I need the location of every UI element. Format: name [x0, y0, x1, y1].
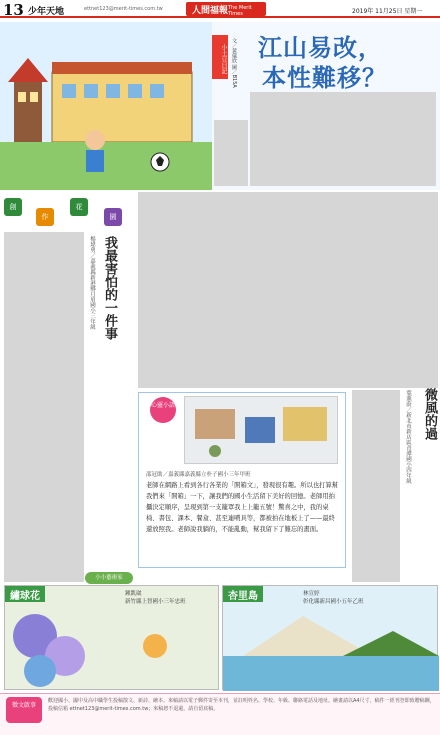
brand-name-cn: 人間福報	[192, 6, 229, 16]
garden-tag: 花	[70, 198, 88, 216]
painting-author: 鍾凱崴	[125, 591, 142, 597]
essay-title: 微風的過	[422, 388, 437, 440]
essay-title: 我最害怕的一件事	[102, 236, 117, 340]
essay-author: 楊瑋勇／嘉義縣新港鄉月眉國小三年級	[89, 236, 95, 330]
painting-title: 杏里島	[223, 586, 263, 602]
feature-headline-line-1: 江山易改，	[258, 33, 383, 62]
classroom-photo	[184, 396, 338, 464]
garden-tag: 園	[104, 208, 122, 226]
painting-card	[4, 585, 219, 690]
brand-name-en: The Merit Times	[228, 5, 252, 17]
section-email: ettnet123@merit-times.com.tw	[84, 6, 163, 12]
note-body: 老師在網路上看到各行各業的「開箱文」，發現很有趣。所以也打算幫我們來「開箱」一下，讓我們的國小生活留下美好的回憶。老師用拍攝決定順序，呈現到第一支籠罩我上上籠五號！驚喜之中，我的桌椅、書包、課本、餐盒、甚至連噴具等，都被拍在地板上了——最終還放照我。老師說我躺的，不能亂動，幫我留下了難忘的畫面。	[146, 482, 339, 533]
column-kicker: 小士豆日記	[212, 35, 228, 79]
painting-title: 繡球花	[5, 586, 45, 602]
page-number: 13	[3, 1, 24, 19]
painting-school: 彰化縣新昌國小五年乙班	[303, 599, 364, 605]
painting-author: 林宣婷	[303, 591, 320, 597]
photo-illustration	[185, 397, 339, 465]
heart-badge: 心靈小語	[150, 397, 176, 423]
art-section-badge: 小小藝術家	[85, 572, 133, 584]
issue-date: 2019年 11月25日 星期一	[352, 8, 423, 15]
footer-text: 歡迎國小、國中及高中職學生投稿散文、新詩、繪本。來稿請以電子郵件寄至本刊，並註明姓名、學校、年級、聯絡電話及地址。繪畫請以A4尺寸，稿件一經刊登即致贈稿酬，投稿信箱 ettnet123@merit-times.com.tw；來稿恕不退還，請自留底稿。	[48, 698, 435, 712]
garden-tag: 創	[4, 198, 22, 216]
feature-headline-line-2: 本性難移？	[262, 63, 387, 92]
photo-caption: 邵冠勛／嘉義縣嘉義縣立朴子國小三年甲班	[146, 472, 251, 478]
essay-author: 葉薰蔚／新北市新店區青潭國小四年級	[405, 390, 411, 484]
feature-byline: 文／黃儀欣 圖／B15A	[231, 38, 237, 88]
painting-card	[222, 585, 438, 690]
garden-tag: 作	[36, 208, 54, 226]
section-name: 少年天地	[28, 7, 65, 17]
painting-school: 新竹縣上智國小三年忠班	[125, 599, 186, 605]
footer-badge: 徵文啟事	[6, 697, 42, 723]
